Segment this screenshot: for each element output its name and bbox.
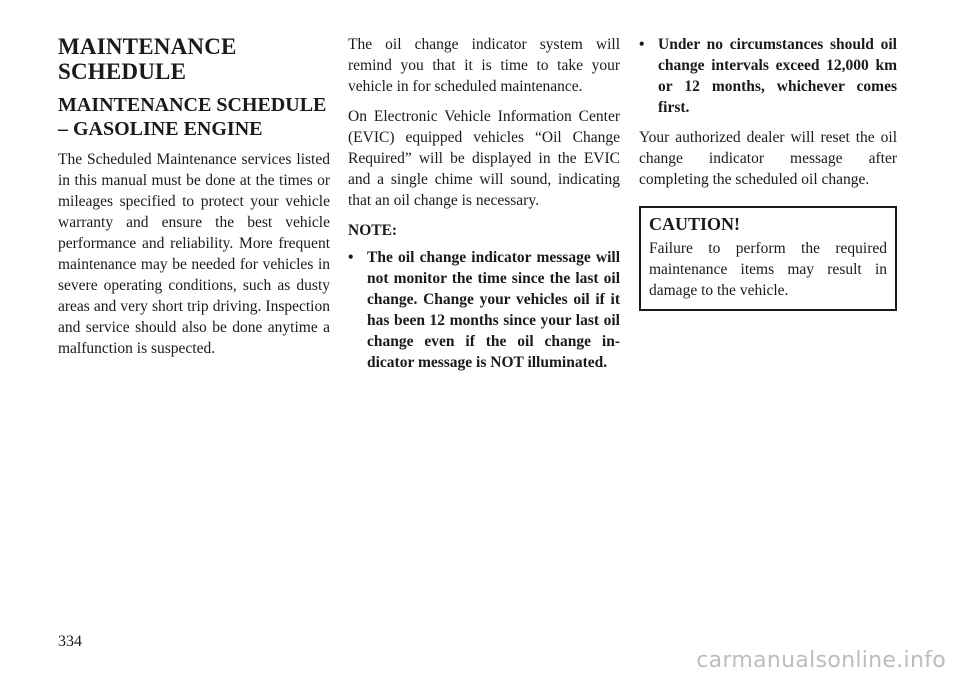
bullet-icon: • xyxy=(348,249,354,266)
intro-paragraph: The Scheduled Maintenance services listed in this manual must be done at the times or mileages specified to protect your vehicle warranty and ensure the best vehicle performance and reliability. More frequent maintenance may be needed for vehicles in severe operating conditions, such as dusty areas and very short trip driving. Inspection and service should also be done anytime a malfunction is suspected. xyxy=(58,151,330,357)
note-label: NOTE: xyxy=(348,222,398,239)
page-title: MAINTENANCE SCHEDULE xyxy=(58,34,237,84)
list-item-text: Under no circumstances should oil change intervals exceed 12,000 km or 12 months, whichever comes first. xyxy=(658,36,897,116)
caution-box xyxy=(639,206,897,311)
indicator-paragraph: The oil change indicator system will remind you that it is time to take your vehicle in for scheduled maintenance. xyxy=(348,36,620,95)
evic-paragraph: On Electronic Vehicle Information Center (EVIC) equipped vehicles “Oil Change Required” will be displayed in the EVIC and a single chime will sound, indicating that an oil change is necessary. xyxy=(348,108,620,209)
section-subtitle: MAINTENANCE SCHEDULE – GASOLINE ENGINE xyxy=(58,94,327,140)
note-list xyxy=(348,247,620,373)
list-item xyxy=(348,247,620,373)
list-item-text: The oil change indicator message will not monitor the time since the last oil change. Change your vehicles oil if it has been 12 months since your last oil change even if the oil change indicator message is NOT illuminated. xyxy=(367,249,620,371)
caution-title: CAUTION! xyxy=(649,214,741,234)
bullet-icon: • xyxy=(639,36,645,53)
page-number: 334 xyxy=(58,633,82,650)
note-list-continued xyxy=(639,34,897,118)
list-item xyxy=(639,34,897,118)
column-left xyxy=(58,34,330,368)
watermark: carmanualsonline.info xyxy=(696,648,946,673)
column-right xyxy=(639,34,897,311)
caution-text: Failure to perform the required maintenance items may result in damage to the vehicle. xyxy=(649,240,887,299)
column-middle xyxy=(348,34,620,382)
reset-paragraph: Your authorized dealer will reset the oil change indicator message after completing the scheduled oil change. xyxy=(639,129,897,188)
